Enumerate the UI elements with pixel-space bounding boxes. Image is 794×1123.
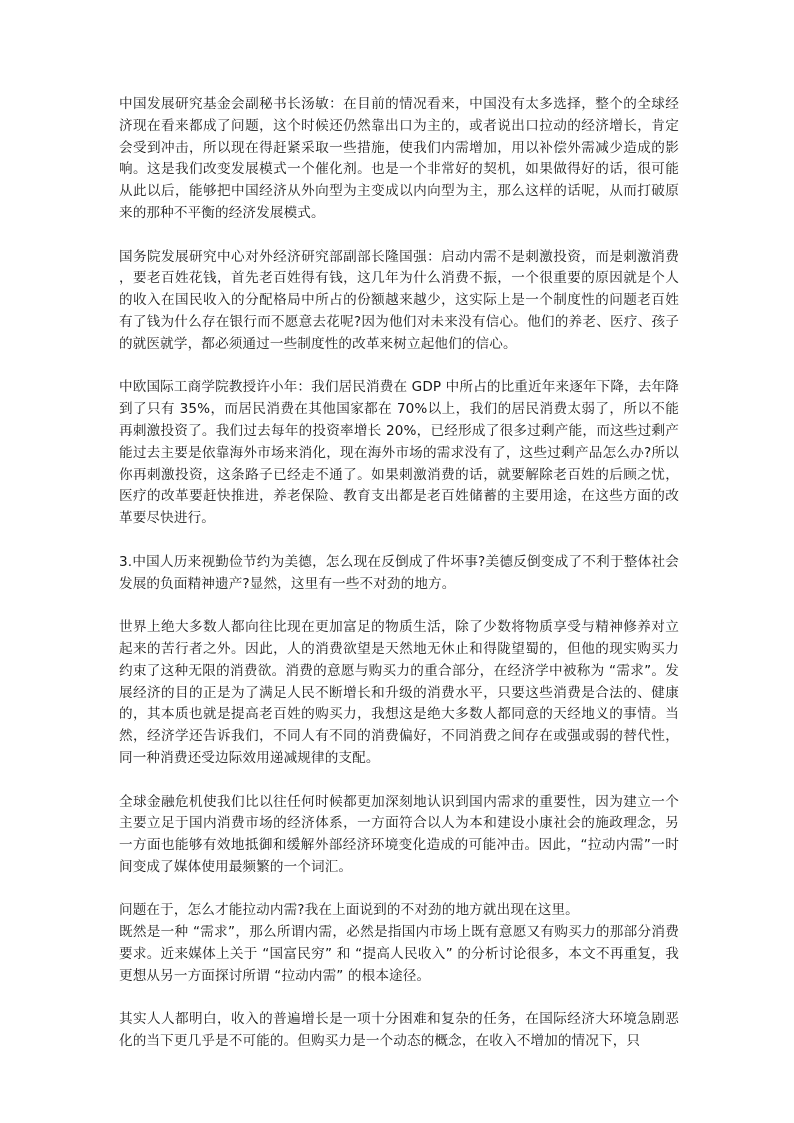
paragraph-tang-min: 中国发展研究基金会副秘书长汤敏：在目前的情况看来，中国没有太多选择，整个的全球经济现在看来都成了问题，这个时候还仍然靠出口为主的，或者说出口拉动的经济增长，肯定会受到冲击，所以现在得赶紧采取一些措施，使我们内需增加，用以补偿外需减少造成的影响。这是我们改变发展模式一个催化剂。也是一个非常好的契机，如果做得好的话，很可能从此以后，能够把中国经济从外向型为主变成以内向型为主，那么这样的话呢，从而打破原来的那种不平衡的经济发展模式。 [119,96,679,221]
paragraph-question: 问题在于，怎么才能拉动内需?我在上面说到的不对劲的地方就出现在这里。 [119,902,579,919]
paragraph-purchasing-power: 其实人人都明白，收入的普遍增长是一项十分困难和复杂的任务，在国际经济大环境急剧恶化的当下更几乎是不可能的。但购买力是一个动态的概念，在收入不增加的情况下，只 [119,1011,679,1050]
paragraph-long-guoqiang: 国务院发展研究中心对外经济研究部副部长隆国强：启动内需不是刺激投资，而是刺激消费，要老百姓花钱，首先老百姓得有钱，这几年为什么消费不振，一个很重要的原因就是个人的收入在国民收入的分配格局中所占的份额越来越少，这实际上是一个制度性的问题老百姓有了钱为什么存在银行而不愿意去花呢?因为他们对未来没有信心。他们的养老、医疗、孩子的就医就学，都必须通过一些制度性的改革来树立起他们的信心。 [119,248,679,352]
paragraph-section-3: 3.中国人历来视勤俭节约为美德，怎么现在反倒成了件坏事?美德反倒变成了不利于整体社会发展的负面精神遗产?显然，这里有一些不对劲的地方。 [119,553,679,592]
paragraph-consumption-desire: 世界上绝大多数人都向往比现在更加富足的物质生活，除了少数将物质享受与精神修养对立起来的苦行者之外。因此，人的消费欲望是天然地无休止和得陇望蜀的，但他的现实购买力约束了这种无限的消费欲。消费的意愿与购买力的重合部分，在经济学中被称为 “需求”。发展经济的目的正是为了满足人民不断增长和升级的消费水平，只要这些消费是合法的、健康的，其本质也就是提高老百姓的购买力，我想这是绝大多数人都同意的天经地义的事情。当然，经济学还告诉我们，不同人有不同的消费偏好，不同消费之间存在或强或弱的替代性，同一种消费还受边际效用递减规律的支配。 [119,619,679,766]
paragraph-demand-definition: 既然是一种 “需求”，那么所谓内需，必然是指国内市场上既有意愿又有购买力的那部分消费要求。近来媒体上关于 “国富民穷” 和 “提高人民收入” 的分析讨论很多，本文不再重复，我更想从另一方面探讨所谓 “拉动内需” 的根本途径。 [119,924,679,984]
paragraph-financial-crisis: 全球金融危机使我们比以往任何时候都更加深刻地认识到国内需求的重要性，因为建立一个主要立足于国内消费市场的经济体系，一方面符合以人为本和建设小康社会的施政理念，另一方面也能够有效地抵御和缓解外部经济环境变化造成的可能冲击。因此，“拉动内需”一时间变成了媒体使用最频繁的一个词汇。 [119,793,679,875]
paragraph-xu-xiaonian: 中欧国际工商学院教授许小年：我们居民消费在 GDP 中所占的比重近年来逐年下降，去年降到了只有 35%，而居民消费在其他国家都在 70%以上，我们的居民消费太弱了，所以不能再刺激投资了。我们过去每年的投资率增长 20%，已经形成了很多过剩产能，而这些过剩产能过去主要是依靠海外市场来消化，现在海外市场的需求没有了，这些过剩产品怎么办?所以你再刺激投资，这条路子已经走不通了。如果刺激消费的话，就要解除老百姓的后顾之忧，医疗的改革要赶快推进，养老保险、教育支出都是老百姓储蓄的主要用途，在这些方面的改革要尽快进行。 [119,379,679,527]
document-body [119,94,679,1075]
